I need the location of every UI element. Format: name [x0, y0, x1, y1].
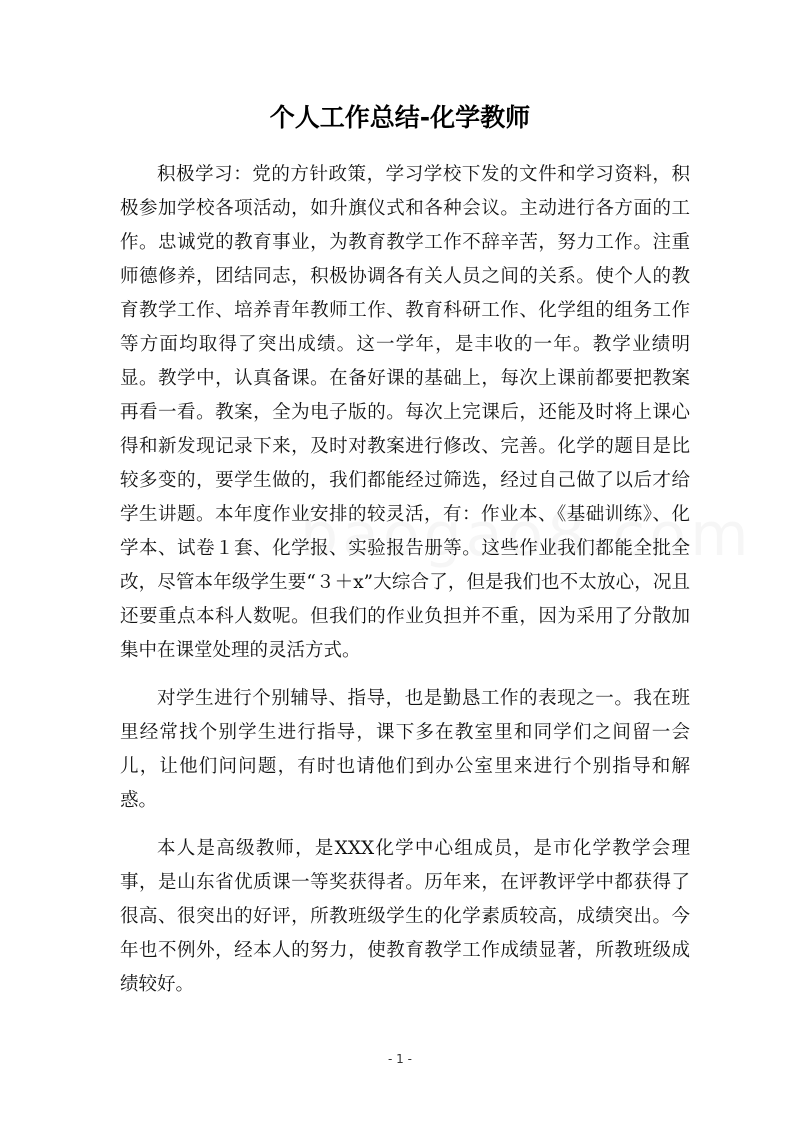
document-title: 个人工作总结-化学教师	[269, 103, 531, 132]
paragraph-3: 本人是高级教师，是XXX化学中心组成员，是市化学教学会理事，是山东省优质课一等奖获得者。历年来，在评教评学中都获得了很高、很突出的好评，所教班级学生的化学素质较高，成绩突出。今年也不例外，经本人的努力，使教育教学工作成绩显著，所教班级成绩较好。	[120, 838, 690, 995]
paragraph-2: 对学生进行个别辅导、指导，也是勤恳工作的表现之一。我在班里经常找个别学生进行指导，课下多在教室里和同学们之间留一会儿，让他们问问题，有时也请他们到办公室里来进行个别指导和解惑。	[120, 688, 690, 811]
document-body	[120, 158, 690, 1002]
paragraph-1: 积极学习：党的方针政策，学习学校下发的文件和学习资料，积极参加学校各项活动，如升旗仪式和各种会议。主动进行各方面的工作。忠诚党的教育事业，为教育教学工作不辞辛苦，努力工作。注重师德修养，团结同志，积极协调各有关人员之间的关系。使个人的教育教学工作、培养青年教师工作、教育科研工作、化学组的组务工作等方面均取得了突出成绩。这一学年，是丰收的一年。教学业绩明显。教学中，认真备课。在备好课的基础上，每次上课前都要把教案再看一看。教案，全为电子版的。每次上完课后，还能及时将上课心得和新发现记录下来，及时对教案进行修改、完善。化学的题目是比较多变的，要学生做的，我们都能经过筛选，经过自己做了以后才给学生讲题。本年度作业安排的较灵活，有：作业本、《基础训练》、化学本、试卷１套、化学报、实验报告册等。这些作业我们都能全批全改，尽管本年级学生要“３＋x”大综合了，但是我们也不太放心，况且还要重点本科人数呢。但我们的作业负担并不重，因为采用了分散加集中在课堂处理的灵活方式。	[120, 164, 690, 661]
page-number: - 1 -	[388, 1052, 412, 1066]
